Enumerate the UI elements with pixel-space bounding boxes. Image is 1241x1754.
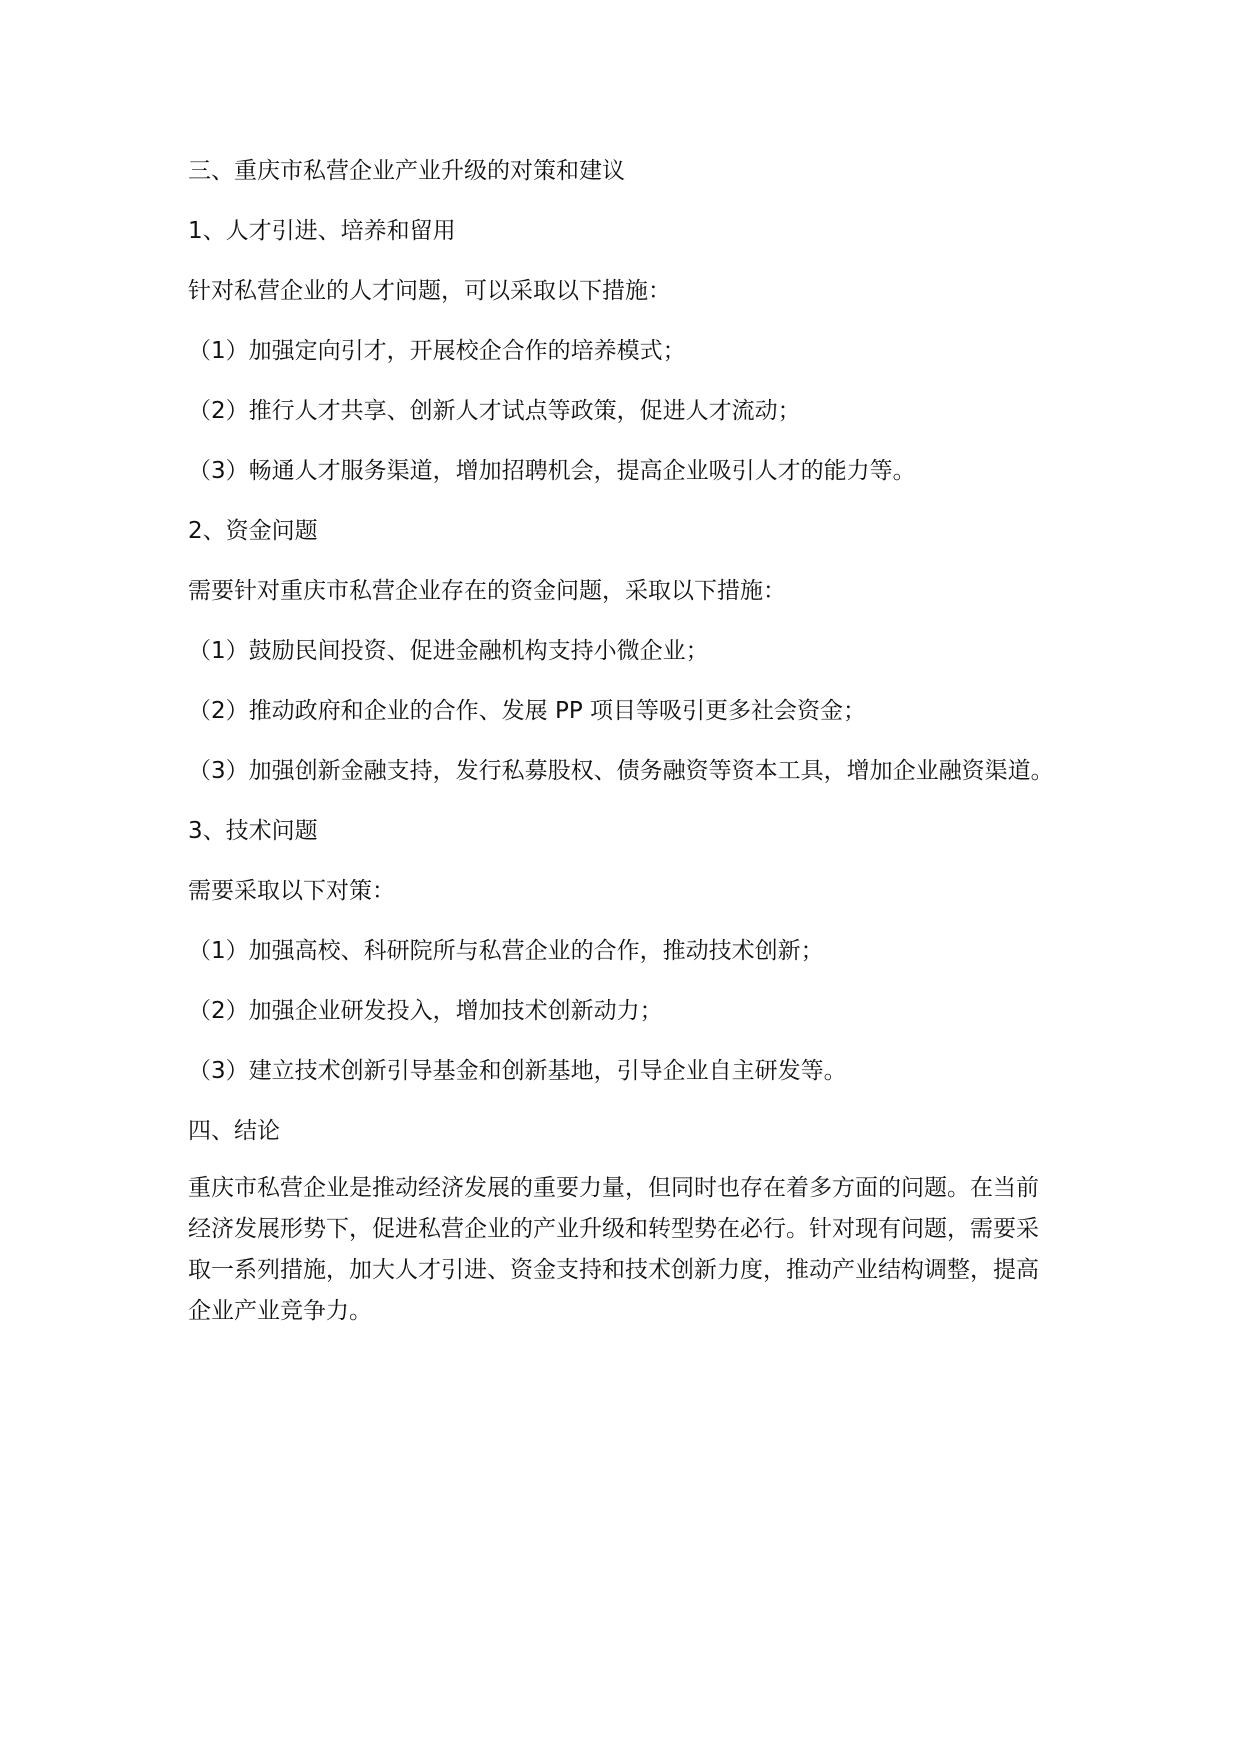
list-item-funding-3: （3）加强创新金融支持，发行私募股权、债务融资等资本工具，增加企业融资渠道。: [188, 758, 1054, 784]
heading-section-4: 四、结论: [188, 1118, 280, 1144]
document-body: [188, 154, 1068, 1332]
paragraph-conclusion: [188, 1168, 1068, 1332]
heading-section-3: 三、重庆市私营企业产业升级的对策和建议: [188, 158, 625, 184]
list-item-funding-2: （2）推动政府和企业的合作、发展 PP 项目等吸引更多社会资金；: [188, 698, 866, 724]
conclusion-line: 企业产业竞争力。: [188, 1298, 372, 1324]
subheading-talent: 1、人才引进、培养和留用: [188, 218, 456, 244]
subheading-funding: 2、资金问题: [188, 518, 318, 544]
conclusion-line: 经济发展形势下，促进私营企业的产业升级和转型势在必行。针对现有问题，需要采: [188, 1216, 1039, 1242]
conclusion-line: 取一系列措施，加大人才引进、资金支持和技术创新力度，推动产业结构调整，提高: [188, 1257, 1039, 1283]
list-item-technology-3: （3）建立技术创新引导基金和创新基地，引导企业自主研发等。: [188, 1058, 847, 1084]
list-item-talent-1: （1）加强定向引才，开展校企合作的培养模式；: [188, 338, 686, 364]
list-item-funding-1: （1）鼓励民间投资、促进金融机构支持小微企业；: [188, 638, 709, 664]
conclusion-line: 重庆市私营企业是推动经济发展的重要力量，但同时也存在着多方面的问题。在当前: [188, 1175, 1039, 1201]
list-item-technology-1: （1）加强高校、科研院所与私营企业的合作，推动技术创新；: [188, 938, 824, 964]
subheading-technology: 3、技术问题: [188, 818, 318, 844]
list-item-talent-2: （2）推行人才共享、创新人才试点等政策，促进人才流动；: [188, 398, 801, 424]
paragraph-technology-intro: 需要采取以下对策：: [188, 878, 395, 904]
list-item-talent-3: （3）畅通人才服务渠道，增加招聘机会，提高企业吸引人才的能力等。: [188, 458, 916, 484]
paragraph-talent-intro: 针对私营企业的人才问题，可以采取以下措施：: [188, 278, 671, 304]
list-item-technology-2: （2）加强企业研发投入，增加技术创新动力；: [188, 998, 663, 1024]
paragraph-funding-intro: 需要针对重庆市私营企业存在的资金问题，采取以下措施：: [188, 578, 786, 604]
